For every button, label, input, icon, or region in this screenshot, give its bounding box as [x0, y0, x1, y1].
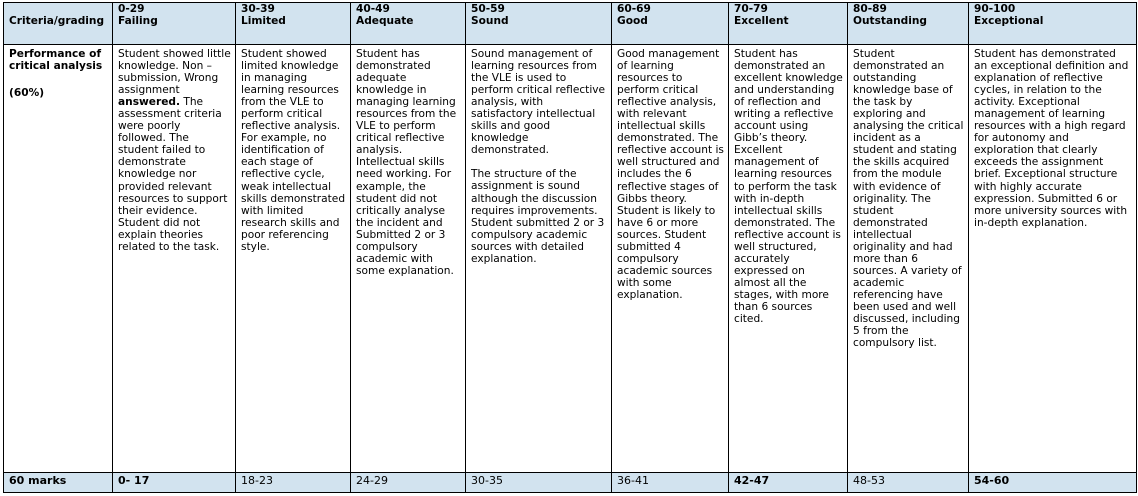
band-label: Adequate: [356, 15, 414, 28]
band-range: 50-59: [471, 3, 505, 15]
band-label: Failing: [118, 15, 158, 28]
band-header-adequate: [351, 3, 466, 45]
band-label: Sound: [471, 15, 509, 28]
criterion-name: Performance of critical analysis: [9, 48, 103, 73]
desc-adequate: [351, 45, 466, 473]
band-range: 40-49: [356, 3, 390, 15]
band-range: 80-89: [853, 3, 887, 15]
band-range: 30-39: [241, 3, 275, 15]
paragraph-gap: [471, 156, 607, 168]
desc-exceptional: [969, 45, 1137, 473]
criterion-row: [4, 45, 1137, 473]
criteria-header-label: Criteria/grading: [9, 15, 105, 27]
band-header-limited: [236, 3, 351, 45]
desc-failing: [113, 45, 236, 473]
band-label: Exceptional: [974, 15, 1044, 28]
criterion-weight: (60%): [9, 87, 45, 100]
desc-sound: [466, 45, 612, 473]
desc-limited-text: Student showed limited knowledge in managing learning resources from the VLE to perform critical reflective analysis. For example, no identification of each stage of reflective cycle, weak intellectual skills demonstrated with limited research skills and poor referencing style.: [241, 48, 346, 253]
desc-adequate-text: Student has demonstrated adequate knowledge in managing learning resources from the VLE to perform critical reflective analysis. Intellectual skills need working. For example, the student did not critically analyse the incident and Submitted 2 or 3 compulsory academic with some explanation.: [356, 48, 457, 277]
band-label: Limited: [241, 15, 286, 28]
criteria-header-cell: [4, 3, 113, 45]
marks-range-sound: 30-35: [466, 473, 612, 493]
desc-failing-text-2: The assessment criteria were poorly followed. The student failed to demonstrate knowledge nor provided relevant resources to support their evidence. Student did not explain theories related to the task.: [118, 96, 228, 253]
desc-failing-answered: answered.: [118, 96, 180, 109]
desc-exceptional-text: Student has demonstrated an exceptional definition and explanation of reflective cycles, in relation to the activity. Exceptional management of learning resources with a high regard for autonomy and exploration that clearly exceeds the assignment brief. Exceptional structure with highly accurate expression. Submitted 6 or more university sources with in-depth explanation.: [974, 48, 1129, 229]
band-range: 60-69: [617, 3, 651, 15]
marks-range-excellent: 42-47: [729, 473, 848, 493]
band-header-outstanding: [848, 3, 969, 45]
band-label: Outstanding: [853, 15, 928, 28]
band-range: 0-29: [118, 3, 145, 15]
band-header-good: [612, 3, 729, 45]
marks-range-failing: 0- 17: [113, 473, 236, 493]
desc-outstanding: [848, 45, 969, 473]
band-range: 70-79: [734, 3, 768, 15]
desc-limited: [236, 45, 351, 473]
marks-range-outstanding: 48-53: [848, 473, 969, 493]
desc-excellent: [729, 45, 848, 473]
marks-range-exceptional: 54-60: [969, 473, 1137, 493]
band-range: 90-100: [974, 3, 1016, 15]
header-row: [4, 3, 1137, 45]
desc-good: [612, 45, 729, 473]
marks-range-good: 36-41: [612, 473, 729, 493]
band-header-failing: [113, 3, 236, 45]
desc-failing-text-1: Student showed little knowledge. Non – submission, Wrong assignment: [118, 48, 231, 97]
band-label: Excellent: [734, 15, 789, 28]
desc-excellent-text: Student has demonstrated an excellent knowledge and understanding of reflection and writing a reflective account using Gibb’s theory. Excellent management of learning resources to perform the task with in-depth intellectual skills demonstrated. The reflective account is well structured, accurately expressed on almost all the stages, with more than 6 sources cited.: [734, 48, 843, 326]
desc-outstanding-text: Student demonstrated an outstanding knowledge base of the task by exploring and analysing the critical incident as a student and stating the skills acquired from the module with evidence of originality. The student demonstrated intellectual originality and had more than 6 sources. A variety of academic referencing have been used and well discussed, including 5 from the compulsory list.: [853, 48, 964, 350]
desc-good-text: Good management of learning resources to perform critical reflective analysis, with relevant intellectual skills demonstrated. The reflective account is well structured and includes the 6 reflective stages of Gibbs theory. Student is likely to have 6 or more sources. Student submitted 4 compulsory academic sources with some explanation.: [617, 48, 724, 301]
marks-range-limited: 18-23: [236, 473, 351, 493]
band-label: Good: [617, 15, 648, 28]
band-header-excellent: [729, 3, 848, 45]
grading-rubric-table: [3, 2, 1137, 493]
marks-label: 60 marks: [4, 473, 113, 493]
marks-row: [4, 473, 1137, 493]
band-header-exceptional: [969, 3, 1137, 45]
desc-sound-text-2: The structure of the assignment is sound although the discussion requires improvements. Student submitted 2 or 3 compulsory academic sources with detailed explanation.: [471, 168, 605, 265]
band-header-sound: [466, 3, 612, 45]
marks-range-adequate: 24-29: [351, 473, 466, 493]
desc-sound-text-1: Sound management of learning resources from the VLE is used to perform critical reflective analysis, with satisfactory intellectual skills and good knowledge demonstrated.: [471, 48, 606, 157]
criterion-cell: [4, 45, 113, 473]
